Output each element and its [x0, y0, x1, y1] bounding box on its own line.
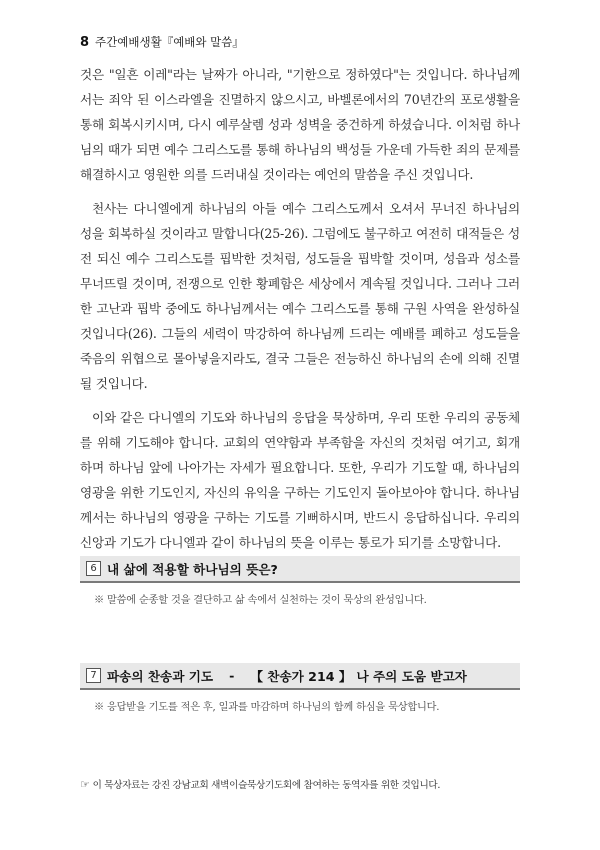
- page-header: [80, 34, 520, 50]
- section-7-title: 파송의 찬송과 기도: [107, 669, 214, 684]
- hymn-title: 나 주의 도움 받고자: [356, 669, 467, 684]
- section-7-heading: [80, 663, 520, 690]
- pointing-hand-icon: ☞: [80, 778, 90, 791]
- hymn-number: 【 찬송가 214 】: [250, 669, 352, 684]
- section-number-box: 7: [86, 668, 101, 683]
- paragraph-1: 것은 "일흔 이레"라는 날짜가 아니라, "기한으로 정하였다"는 것입니다. 하나님께서는 죄악 된 이스라엘을 진멸하지 않으시고, 바벨론에서의 70년간의 포로생활을 통해 회복시키시며, 다시 예루살렘 성과 성벽을 중건하게 하셨습니다. 이처럼 하나님의 때가 되면 예수 그리스도를 통해 하나님의 백성들 가운데 가득한 죄의 문제를 해결하시고 영원한 의를 드러내실 것이라는 예언의 말씀을 주신 것입니다.: [80, 67, 520, 182]
- page-footer: [80, 777, 520, 791]
- section-number-box: 6: [86, 561, 101, 576]
- footer-text: 이 묵상자료는 강진 강남교회 새벽이슬묵상기도회에 참여하는 동역자를 위한 것입니다.: [92, 780, 441, 791]
- publication-title: 주간예배생활『예배와 말씀』: [95, 35, 244, 49]
- page-number: 8: [80, 35, 90, 50]
- paragraph-3: 이와 같은 다니엘의 기도와 하나님의 응답을 묵상하며, 우리 또한 우리의 공동체를 위해 기도해야 합니다. 교회의 연약함과 부족함을 자신의 것처럼 여기고, 회개하며 하나님 앞에 나아가는 자세가 필요합니다. 또한, 우리가 기도할 때, 하나님의 영광을 위한 기도인지, 자신의 유익을 구하는 기도인지 돌아보아야 합니다. 하나님께서는 하나님의 영광을 구하는 기도를 기뻐하시며, 반드시 응답하십니다. 우리의 신앙과 기도가 다니엘과 같이 하나님의 뜻을 이루는 통로가 되기를 소망합니다.: [80, 410, 520, 550]
- paragraph-2: 천사는 다니엘에게 하나님의 아들 예수 그리스도께서 오셔서 무너진 하나님의 성을 회복하실 것이라고 말합니다(25-26). 그럼에도 불구하고 여전히 대적들은 성전 되신 예수 그리스도를 핍박한 것처럼, 성도들을 핍박할 것이며, 성읍과 성소를 무너뜨릴 것이며, 전쟁으로 인한 황폐함은 세상에서 계속될 것입니다. 그러나 그러한 고난과 핍박 중에도 하나님께서는 예수 그리스도를 통해 구원 사역을 완성하실 것입니다(26). 그들의 세력이 막강하여 하나님께 드리는 예배를 폐하고 성도들을 죽음의 위협으로 몰아넣을지라도, 결국 그들은 전능하신 하나님의 손에 의해 진멸될 것입니다.: [80, 201, 520, 391]
- body-text: [80, 62, 520, 555]
- section-7-dash: -: [229, 668, 235, 683]
- section-6-heading: [80, 556, 520, 583]
- section-6-title: 내 삶에 적용할 하나님의 뜻은?: [107, 562, 278, 577]
- section-7-note: ※ 응답받을 기도를 적은 후, 일과를 마감하며 하나님의 함께 하심을 묵상합니다.: [94, 702, 440, 713]
- section-6-note: ※ 말씀에 순종할 것을 결단하고 삶 속에서 실천하는 것이 묵상의 완성입니다.: [94, 595, 427, 606]
